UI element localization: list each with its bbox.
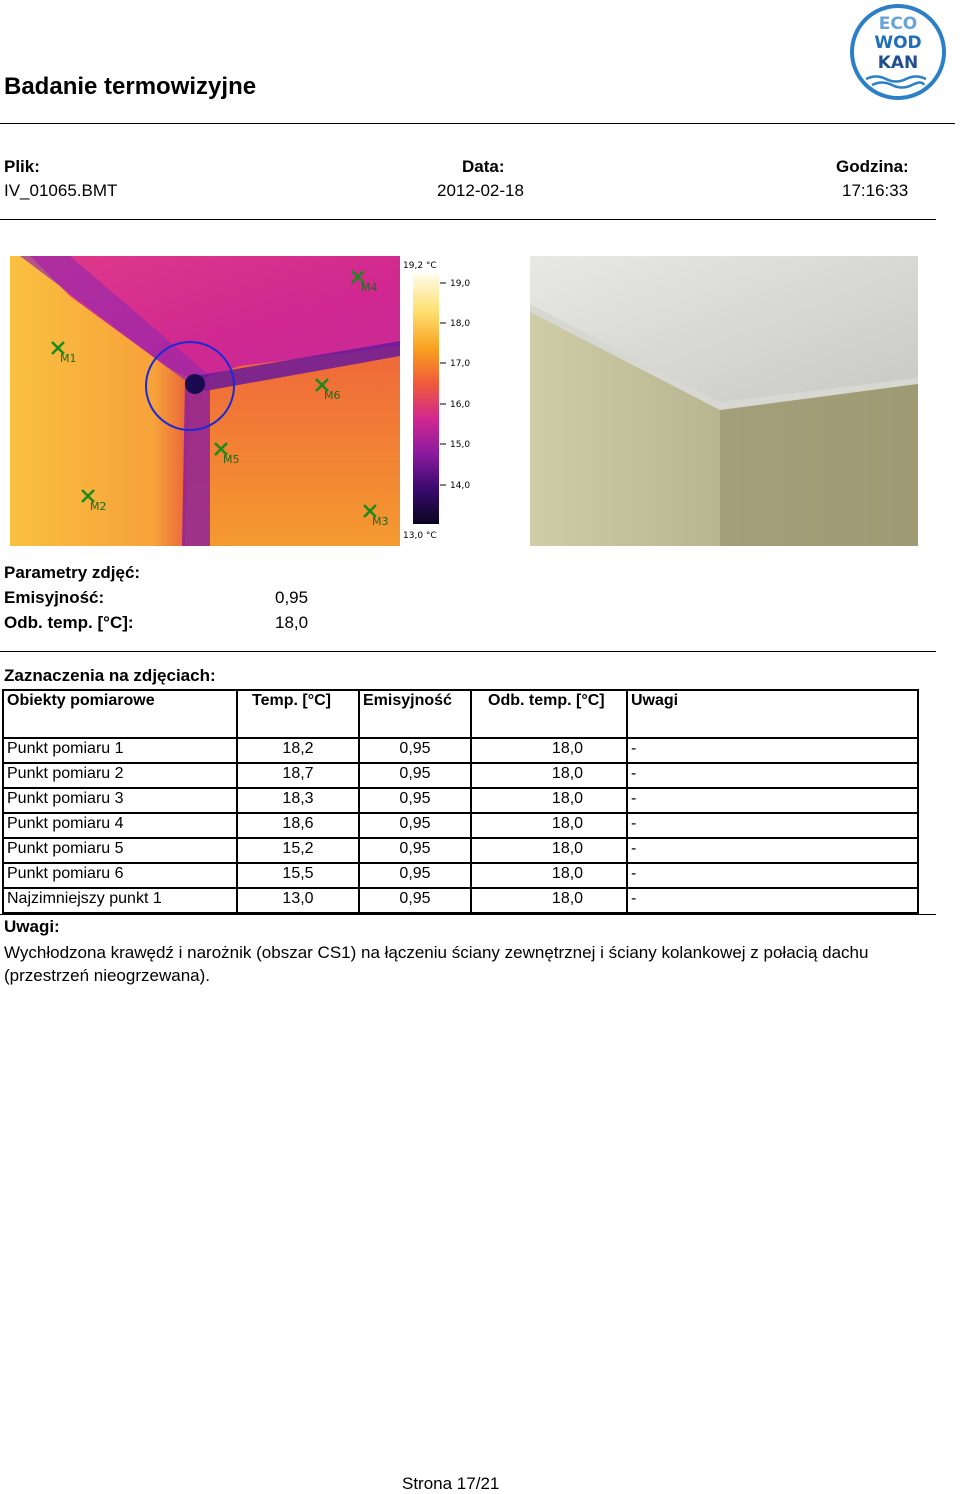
cell-notes: - <box>627 838 918 863</box>
table-row <box>3 863 918 888</box>
col-header-refl-temp: Odb. temp. [°C] <box>471 690 627 738</box>
company-logo <box>850 4 954 104</box>
col-header-objects: Obiekty pomiarowe <box>3 690 237 738</box>
scale-tick-190: 19,0 <box>450 279 471 289</box>
page-footer: Strona 17/21 <box>402 1474 500 1493</box>
scale-tick-170: 17,0 <box>450 359 471 369</box>
col-header-emissivity: Emisyjność <box>359 690 471 738</box>
table-header-row <box>3 690 918 738</box>
cell-object: Punkt pomiaru 2 <box>3 763 237 788</box>
visual-photo <box>530 256 918 546</box>
cell-temp: 15,2 <box>237 838 359 863</box>
file-value: IV_01065.BMT <box>4 181 118 200</box>
scale-tick-150: 15,0 <box>450 440 471 450</box>
table-row <box>3 788 918 813</box>
cell-temp: 18,6 <box>237 813 359 838</box>
cell-emissivity: 0,95 <box>359 838 471 863</box>
cell-refl-temp: 18,0 <box>471 813 627 838</box>
scale-tick-140: 14,0 <box>450 481 471 491</box>
table-row <box>3 763 918 788</box>
emissivity-label: Emisyjność: <box>4 588 105 607</box>
report-title: Badanie termowizyjne <box>4 73 257 100</box>
table-row <box>3 813 918 838</box>
col-header-notes: Uwagi <box>627 690 918 738</box>
time-label: Godzina: <box>836 157 909 176</box>
params-divider <box>0 651 936 652</box>
cell-notes: - <box>627 888 918 913</box>
cell-emissivity: 0,95 <box>359 738 471 763</box>
scale-tick-180: 18,0 <box>450 319 471 329</box>
table-row <box>3 838 918 863</box>
meta-divider <box>0 219 936 220</box>
marks-heading: Zaznaczenia na zdjęciach: <box>4 666 216 685</box>
marker-m6-label: M6 <box>324 389 341 402</box>
emissivity-value: 0,95 <box>275 588 309 607</box>
cell-object: Punkt pomiaru 4 <box>3 813 237 838</box>
refl-temp-label: Odb. temp. [°C]: <box>4 613 134 632</box>
marker-m4-label: M4 <box>361 281 378 294</box>
cell-emissivity: 0,95 <box>359 813 471 838</box>
thermal-image <box>10 256 490 546</box>
cell-refl-temp: 18,0 <box>471 788 627 813</box>
scale-min-label: 13,0 °C <box>403 531 437 541</box>
marker-m1-label: M1 <box>60 352 77 365</box>
cell-temp: 18,7 <box>237 763 359 788</box>
table-row <box>3 738 918 763</box>
cell-refl-temp: 18,0 <box>471 738 627 763</box>
logo-text-eco: ECO <box>878 14 918 34</box>
cell-temp: 18,3 <box>237 788 359 813</box>
marker-m5-label: M5 <box>223 453 240 466</box>
thermal-cold-edge-vertical <box>182 381 210 546</box>
cell-refl-temp: 18,0 <box>471 838 627 863</box>
cell-temp: 18,2 <box>237 738 359 763</box>
table-row <box>3 888 918 913</box>
date-value: 2012-02-18 <box>437 181 524 200</box>
cell-notes: - <box>627 788 918 813</box>
logo-wave-icon <box>864 74 932 90</box>
measurement-table <box>2 689 919 914</box>
cell-notes: - <box>627 738 918 763</box>
time-value: 17:16:33 <box>842 181 909 200</box>
notes-text: Wychłodzona krawędź i narożnik (obszar CS1) na łączeniu ściany zewnętrznej i ściany kolankowej z połacią dachu (przestrzeń nieogrzewana). <box>4 943 869 985</box>
cell-notes: - <box>627 813 918 838</box>
table-bottom-divider <box>0 914 936 915</box>
cell-refl-temp: 18,0 <box>471 888 627 913</box>
cell-emissivity: 0,95 <box>359 888 471 913</box>
cell-object: Punkt pomiaru 5 <box>3 838 237 863</box>
notes-label: Uwagi: <box>4 917 60 936</box>
cell-refl-temp: 18,0 <box>471 763 627 788</box>
cell-emissivity: 0,95 <box>359 788 471 813</box>
scale-max-label: 19,2 °C <box>403 261 437 271</box>
thermal-cold-spot <box>185 374 205 394</box>
file-label: Plik: <box>4 157 40 176</box>
col-header-temp: Temp. [°C] <box>237 690 359 738</box>
params-heading: Parametry zdjęć: <box>4 563 141 582</box>
cell-temp: 15,5 <box>237 863 359 888</box>
cell-emissivity: 0,95 <box>359 863 471 888</box>
logo-text-kan: KAN <box>877 53 919 73</box>
scale-tick-160: 16,0 <box>450 400 471 410</box>
title-divider <box>0 123 955 124</box>
refl-temp-value: 18,0 <box>275 613 309 632</box>
cell-temp: 13,0 <box>237 888 359 913</box>
cell-notes: - <box>627 863 918 888</box>
cell-emissivity: 0,95 <box>359 763 471 788</box>
date-label: Data: <box>462 157 505 176</box>
cell-object: Najzimniejszy punkt 1 <box>3 888 237 913</box>
cell-object: Punkt pomiaru 6 <box>3 863 237 888</box>
cell-object: Punkt pomiaru 3 <box>3 788 237 813</box>
logo-text-wod: WOD <box>874 33 922 53</box>
marker-m3-label: M3 <box>372 515 389 528</box>
marker-m2-label: M2 <box>90 500 107 513</box>
cell-object: Punkt pomiaru 1 <box>3 738 237 763</box>
temperature-scale-bar <box>413 274 439 524</box>
cell-notes: - <box>627 763 918 788</box>
cell-refl-temp: 18,0 <box>471 863 627 888</box>
